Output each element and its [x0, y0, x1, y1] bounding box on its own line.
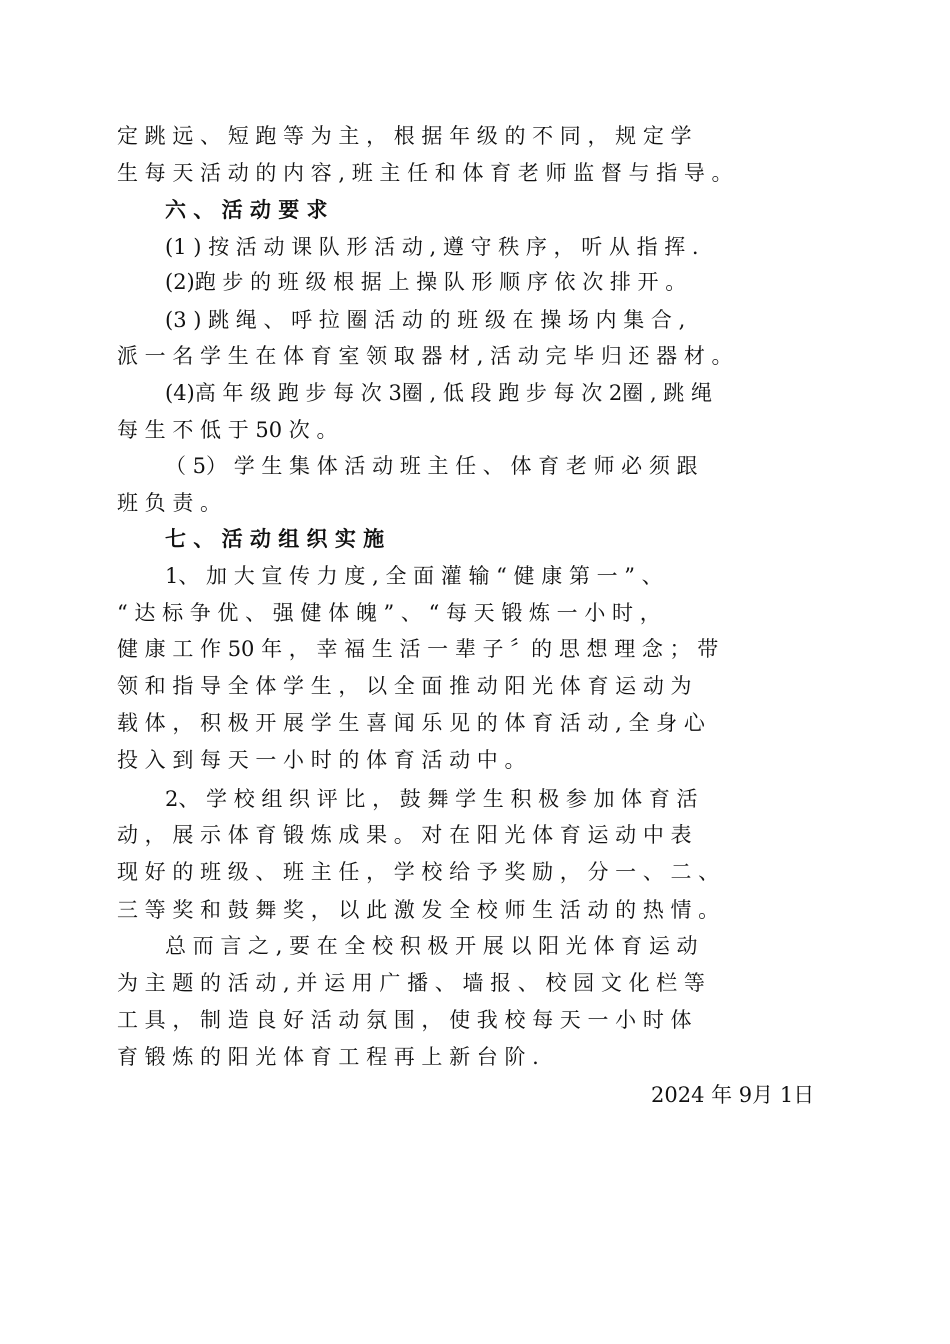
body-line: (2)跑 步 的 班 级 根 据 上 操 队 形 顺 序 依 次 排 开 。 — [165, 270, 687, 294]
body-line: (1 ) 按 活 动 课 队 形 活 动 , 遵 守 秩 序 ， 听 从 指 挥 . — [165, 235, 699, 259]
body-line: (3 ) 跳 绳 、 呼 拉 圈 活 动 的 班 级 在 操 场 内 集 合 , — [165, 308, 686, 332]
body-line: 每 生 不 低 于 50 次 。 — [117, 418, 338, 442]
body-line: 现 好 的 班 级 、 班 主 任 ， 学 校 给 予 奖 励 ， 分 一 、 二 、 — [117, 860, 720, 884]
body-line: 动 ， 展 示 体 育 锻 炼 成 果 。 对 在 阳 光 体 育 运 动 中 表 — [117, 823, 692, 847]
body-line: 为 主 题 的 活 动 , 并 运 用 广 播 、 墙 报 、 校 园 文 化 栏 等 — [117, 971, 705, 995]
body-line: 工 具 ， 制 造 良 好 活 动 氛 围 ， 使 我 校 每 天 一 小 时 体 — [117, 1008, 692, 1032]
body-line: 定 跳 远 、 短 跑 等 为 主 ， 根 据 年 级 的 不 同 ， 规 定 学 — [117, 124, 692, 148]
section-heading-requirements: 六 、 活 动 要 求 — [165, 197, 328, 222]
body-line: 健 康 工 作 50 年 ， 幸 福 生 活 一 辈 子 〞的 思 想 理 念 ； 带 — [117, 637, 719, 661]
body-line: (4)高 年 级 跑 步 每 次 3圈 , 低 段 跑 步 每 次 2圈 , 跳 绳 — [165, 381, 712, 405]
body-line: 三 等 奖 和 鼓 舞 奖 ， 以 此 激 发 全 校 师 生 活 动 的 热 情 。 — [117, 898, 720, 922]
section-heading-implementation: 七 、 活 动 组 织 实 施 — [165, 526, 385, 551]
body-line: 载 体 ， 积 极 开 展 学 生 喜 闻 乐 见 的 体 育 活 动 , 全 身 心 — [117, 711, 705, 735]
body-line: 生 每 天 活 动 的 内 容 , 班 主 任 和 体 育 老 师 监 督 与 指 导 。 — [117, 161, 733, 185]
body-line: 育 锻 炼 的 阳 光 体 育 工 程 再 上 新 台 阶 . — [117, 1045, 539, 1069]
body-line: 投 入 到 每 天 一 小 时 的 体 育 活 动 中 。 — [117, 748, 526, 772]
body-line: 班 负 责 。 — [117, 491, 222, 515]
body-line: 1、 加 大 宣 传 力 度 , 全 面 灌 输 “ 健 康 第 一 ” 、 — [165, 564, 663, 588]
body-line: “ 达 标 争 优 、 强 健 体 魄 ” 、 “ 每 天 锻 炼 一 小 时 ， — [117, 601, 661, 625]
body-line: 领 和 指 导 全 体 学 生 ， 以 全 面 推 动 阳 光 体 育 运 动 为 — [117, 674, 692, 698]
body-line: 2、 学 校 组 织 评 比 ， 鼓 舞 学 生 积 极 参 加 体 育 活 — [165, 787, 698, 811]
body-line: 总 而 言 之 , 要 在 全 校 积 极 开 展 以 阳 光 体 育 运 动 — [165, 934, 698, 958]
body-line: （ 5） 学 生 集 体 活 动 班 主 任 、 体 育 老 师 必 须 跟 — [165, 454, 698, 478]
body-line: 派 一 名 学 生 在 体 育 室 领 取 器 材 , 活 动 完 毕 归 还 器 材 。 — [117, 344, 733, 368]
document-date: 2024 年 9月 1日 — [651, 1083, 815, 1107]
